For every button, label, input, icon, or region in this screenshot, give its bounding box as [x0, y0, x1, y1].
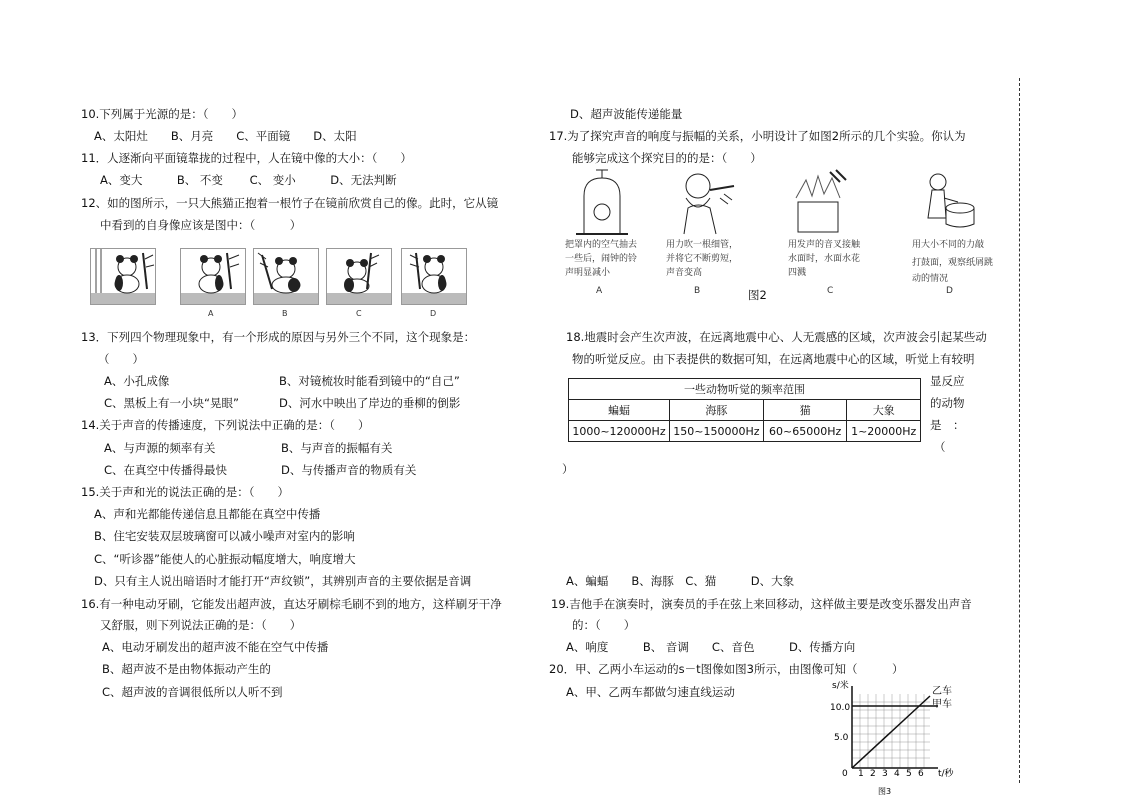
q17-label-b: B: [694, 286, 701, 296]
q18-stem-line1: 18.地震时会产生次声波，在远离地震中心、人无震感的区域，次声波会引起某些动: [566, 330, 987, 344]
q16-stem-line2: 又舒服，则下列说法正确的是：（ ）: [100, 618, 302, 632]
yi-car-label: 乙车: [932, 686, 952, 697]
q13-option-c: C、黑板上有一小块“晃眼”: [104, 396, 239, 410]
q17-caption-d-line3: 动的情况: [912, 274, 949, 284]
q10-options: A、太阳灶 B、月亮 C、平面镜 D、太阳: [94, 129, 357, 143]
yi-line: [852, 696, 930, 768]
q17-label-c: C: [827, 286, 834, 296]
q19-options: A、响度 B、 音调 C、音色 D、传播方向: [566, 640, 856, 654]
q13-stem-line1: 13．下列四个物理现象中，有一个形成的原因与另外三个不同，这个现象是：: [81, 330, 476, 344]
q20-stem: 20．甲、乙两小车运动的s－t图像如图3所示，由图像可知（ ）: [549, 662, 904, 676]
panda-original-image: [90, 248, 156, 305]
q16-option-c: C、超声波的音调很低所以人听不到: [102, 685, 283, 699]
panda-option-c-image: [326, 248, 392, 305]
x-tick-5: 5: [906, 769, 912, 779]
hearing-frequency-table: [568, 378, 921, 442]
q17-caption-d-line2: 打鼓面，观察纸屑跳: [912, 258, 994, 268]
x-axis-label: t/秒: [938, 769, 954, 779]
tuning-fork-water-image: [790, 168, 850, 238]
q15-option-c: C、“听诊器”能使人的心脏振动幅度增大，响度增大: [94, 552, 356, 566]
q18-options: A、蝙蝠 B、海豚 C、猫 D、大象: [566, 574, 795, 588]
q13-option-b: B、对镜梳妆时能看到镜中的“自己”: [279, 374, 460, 388]
panda-option-a-image: [180, 248, 246, 305]
value-dolphin: 150~150000Hz: [669, 421, 763, 442]
q18-side-line2: 的动物: [930, 396, 965, 410]
x-tick-2: 2: [870, 769, 876, 779]
q11-stem: 11．人逐渐向平面镜靠拢的过程中，人在镜中像的大小：（ ）: [81, 151, 412, 165]
q17-caption-c-line3: 四溅: [788, 268, 807, 278]
q16-option-b: B、超声波不是由物体振动产生的: [102, 662, 271, 676]
panda-option-d-image: [401, 248, 467, 305]
q14-option-c: C、在真空中传播得最快: [104, 463, 228, 477]
q17-caption-d-line1: 用大小不同的力敲: [912, 240, 985, 250]
st-graph: [830, 676, 980, 802]
q16-option-d: D、超声波能传递能量: [570, 107, 683, 121]
y-tick-10: 10.0: [830, 703, 851, 713]
q13-option-d: D、河水中映出了岸边的垂柳的倒影: [279, 396, 461, 410]
q10-stem: 10.下列属于光源的是：（ ）: [81, 107, 244, 121]
q17-caption-a-line3: 声明显减小: [565, 268, 611, 278]
q17-stem-line2: 能够完成这个探究目的的是：（ ）: [572, 151, 762, 165]
q17-caption-c-line1: 用发声的音叉接触: [788, 240, 861, 250]
q17-caption-b-line2: 并将它不断剪短，: [666, 254, 739, 264]
panda-option-b-image: [253, 248, 319, 305]
q12-stem-line2: 中看到的自身像应该是图中：（ ）: [100, 218, 302, 232]
q14-option-d: D、与传播声音的物质有关: [281, 463, 417, 477]
header-dolphin: 海豚: [669, 400, 763, 421]
drum-striking-image: [916, 168, 976, 238]
q15-option-a: A、声和光都能传递信息且都能在真空中传播: [94, 507, 321, 521]
q17-caption-b-line1: 用力吹一根细管，: [666, 240, 739, 250]
q20-option-a: A、甲、乙两车都做匀速直线运动: [566, 685, 735, 699]
q17-caption-b-line3: 声音变高: [666, 268, 703, 278]
bell-jar-image: [572, 168, 632, 238]
x-tick-1: 1: [858, 769, 864, 779]
figure-3-caption: 图3: [878, 787, 892, 796]
q17-caption-a-line1: 把罩内的空气抽去: [565, 240, 638, 250]
q15-stem: 15.关于声和光的说法正确的是：（ ）: [81, 485, 290, 499]
header-bat: 蝙蝠: [569, 400, 670, 421]
q18-side-line3: 是 ：: [930, 418, 965, 432]
q16-stem-line1: 16.有一种电动牙刷，它能发出超声波，直达牙刷棕毛刷不到的地方，这样刷牙干净: [81, 597, 502, 611]
q16-option-a: A、电动牙刷发出的超声波不能在空气中传播: [102, 640, 329, 654]
header-elephant: 大象: [847, 400, 921, 421]
origin-label: 0: [842, 769, 848, 779]
q18-close-paren: ）: [562, 462, 574, 476]
q19-stem-line1: 19.吉他手在演奏时，演奏员的手在弦上来回移动，这样做主要是改变乐器发出声音: [551, 597, 972, 611]
q14-stem: 14.关于声音的传播速度，下列说法中正确的是：（ ）: [81, 418, 370, 432]
y-tick-5: 5.0: [834, 733, 849, 743]
jia-car-label: 甲车: [932, 699, 952, 710]
panda-label-c: C: [356, 309, 362, 318]
q17-caption-a-line2: 一些后，闹钟的铃: [565, 254, 638, 264]
figure-2-caption: 图2: [748, 288, 767, 302]
q17-stem-line1: 17.为了探究声音的响度与振幅的关系，小明设计了如图2所示的几个实验。你认为: [549, 129, 966, 143]
q14-option-b: B、与声音的振幅有关: [281, 441, 393, 455]
y-axis-label: s/米: [832, 681, 849, 691]
q17-caption-c-line2: 水面时，水面水花: [788, 254, 861, 264]
x-tick-6: 6: [918, 769, 924, 779]
table-title: 一些动物听觉的频率范围: [569, 379, 921, 400]
q18-side-line1: 显反应: [930, 374, 965, 388]
header-cat: 猫: [763, 400, 847, 421]
panda-label-a: A: [208, 309, 214, 318]
q14-option-a: A、与声源的频率有关: [104, 441, 216, 455]
panda-label-b: B: [282, 309, 288, 318]
q19-stem-line2: 的：（ ）: [572, 618, 636, 632]
q13-option-a: A、小孔成像: [104, 374, 170, 388]
q15-option-b: B、住宅安装双层玻璃窗可以减小噪声对室内的影响: [94, 529, 355, 543]
value-bat: 1000~120000Hz: [569, 421, 670, 442]
value-cat: 60~65000Hz: [763, 421, 847, 442]
q15-option-d: D、只有主人说出暗语时才能打开“声纹锁”，其辨别声音的主要依据是音调: [94, 574, 472, 588]
value-elephant: 1~20000Hz: [847, 421, 921, 442]
q18-stem-line2: 物的听觉反应。由下表提供的数据可知，在远离地震中心的区域，听觉上有较明: [572, 352, 975, 366]
x-tick-3: 3: [882, 769, 888, 779]
q13-stem-line2: （ ）: [98, 352, 144, 366]
panda-label-d: D: [430, 309, 437, 318]
q11-options: A、变大 B、 不变 C、 变小 D、无法判断: [100, 173, 397, 187]
dashed-fold-line: [1019, 78, 1020, 783]
q17-label-d: D: [946, 286, 953, 296]
q12-stem-line1: 12、如的图所示，一只大熊猫正抱着一根竹子在镜前欣赏自己的像。此时，它从镜: [81, 196, 499, 210]
q18-side-line4: （: [934, 440, 946, 454]
q17-label-a: A: [596, 286, 603, 296]
blowing-tube-image: [676, 168, 736, 238]
x-tick-4: 4: [894, 769, 900, 779]
